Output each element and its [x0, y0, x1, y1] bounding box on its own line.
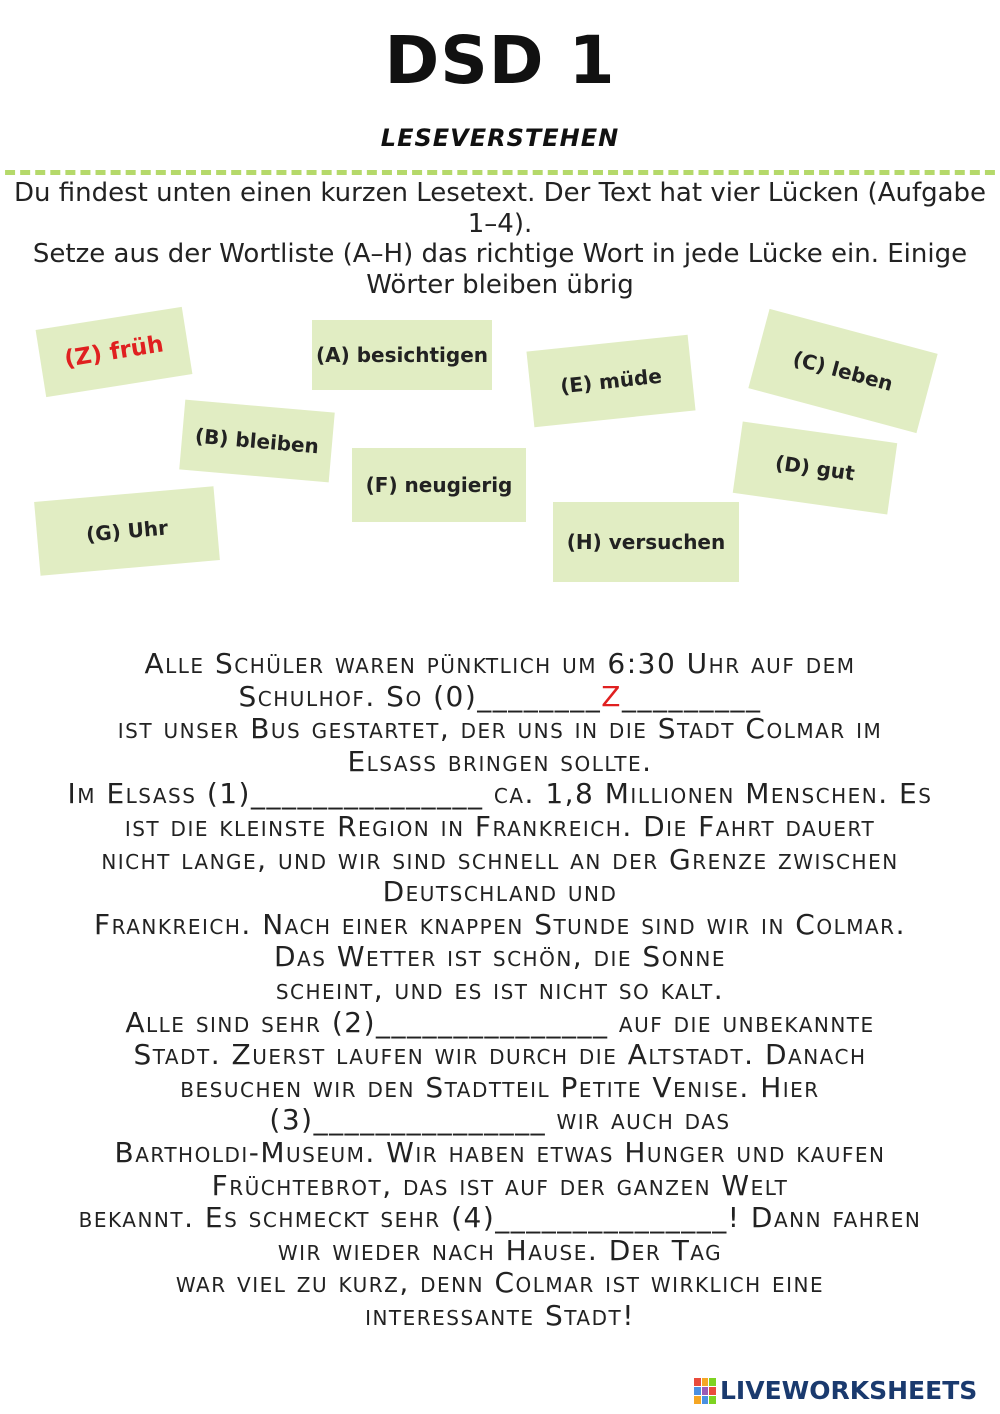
word-card-z[interactable]: (Z) früh	[36, 307, 193, 397]
text-line: war viel zu kurz, denn Colmar ist wirklich eine	[175, 1266, 825, 1300]
text-line: ist unser Bus gestartet, der uns in die Stadt Colmar im	[117, 712, 883, 746]
text-line-gap-3[interactable]: (3)_______________ wir auch das	[269, 1103, 731, 1137]
text-line: interessante Stadt!	[365, 1298, 635, 1332]
text-line: Frankreich. Nach einer knappen Stunde sind wir in Colmar.	[94, 907, 906, 941]
dashed-divider	[0, 170, 1000, 175]
liveworksheets-logo	[694, 1376, 977, 1405]
word-card-d[interactable]: (D) gut	[733, 421, 898, 514]
text-line-gap-1[interactable]: Im Elsass (1)_______________ ca. 1,8 Millionen Menschen. Es	[67, 777, 933, 811]
text-line: besuchen wir den Stadtteil Petite Venise. Hier	[180, 1070, 820, 1104]
text-line: Deutschland und	[382, 875, 618, 909]
word-card-b[interactable]: (B) bleiben	[179, 400, 335, 483]
text-line: scheint, und es ist nicht so kalt.	[275, 972, 725, 1006]
instruction-line-1: Du findest unten einen kurzen Lesetext. Der Text hat vier Lücken (Aufgabe 1–4).	[13, 178, 987, 239]
text-line: Alle Schüler waren pünktlich um 6:30 Uhr auf dem	[144, 647, 856, 680]
section-subtitle: LESEVERSTEHEN	[380, 124, 620, 152]
logo-text: LIVEWORKSHEETS	[720, 1376, 978, 1405]
text-line: Früchtebrot, das ist auf der ganzen Welt	[211, 1168, 789, 1202]
text-line: Stadt. Zuerst laufen wir durch die Altstadt. Danach	[133, 1038, 867, 1072]
word-card-h[interactable]: (H) versuchen	[553, 502, 739, 582]
text-line: Elsass bringen sollte.	[347, 744, 653, 778]
text-line: Schulhof. So (0)________Z_________	[238, 679, 762, 713]
word-card-g[interactable]: (G) Uhr	[34, 486, 220, 575]
text-line-gap-4[interactable]: bekannt. Es schmeckt sehr (4)_______________! Dann fahren	[78, 1201, 922, 1235]
text-line: Das Wetter ist schön, die Sonne	[274, 940, 726, 974]
text-line: nicht lange, und wir sind schnell an der Grenze zwischen	[101, 842, 899, 876]
text-line: ist die kleinste Region in Frankreich. Die Fahrt dauert	[124, 809, 876, 843]
answer-example: Z	[601, 679, 622, 713]
instruction-line-2: Setze aus der Wortliste (A–H) das richtige Wort in jede Lücke ein. Einige Wörter bleiben übrig	[32, 239, 968, 300]
word-card-f[interactable]: (F) neugierig	[352, 448, 526, 522]
word-card-e[interactable]: (E) müde	[526, 335, 695, 428]
text-line: Bartholdi-Museum. Wir haben etwas Hunger und kaufen	[114, 1135, 886, 1169]
reading-text	[30, 648, 970, 1332]
liveworksheets-logo-icon	[694, 1378, 716, 1404]
text-line-gap-2[interactable]: Alle sind sehr (2)_______________ auf die unbekannte	[125, 1005, 875, 1039]
text-line: wir wieder nach Hause. Der Tag	[277, 1233, 723, 1267]
word-card-a[interactable]: (A) besichtigen	[312, 320, 492, 390]
instructions	[10, 178, 990, 300]
word-card-c[interactable]: (C) leben	[748, 309, 937, 433]
page-title: DSD 1	[384, 22, 616, 99]
